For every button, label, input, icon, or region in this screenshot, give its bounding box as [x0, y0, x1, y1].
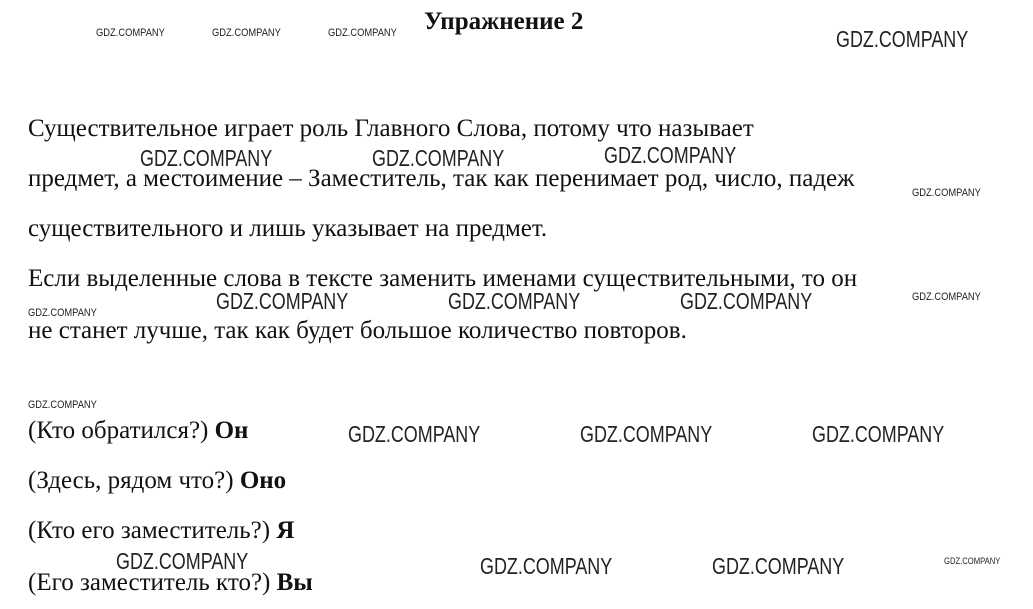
qa-answer: Вы	[276, 569, 313, 596]
watermark: GDZ.COMPANY	[604, 142, 737, 168]
exercise-title: Упражнение 2	[424, 8, 584, 35]
watermark: GDZ.COMPANY	[680, 288, 813, 314]
qa-line-2	[28, 468, 286, 493]
watermark: GDZ.COMPANY	[328, 27, 397, 39]
watermark: GDZ.COMPANY	[28, 307, 97, 319]
watermark: GDZ.COMPANY	[348, 421, 481, 447]
watermark: GDZ.COMPANY	[944, 556, 1001, 566]
qa-question: (Здесь, рядом что?)	[28, 467, 234, 494]
qa-question: (Его заместитель кто?)	[28, 569, 271, 596]
watermark: GDZ.COMPANY	[448, 288, 581, 314]
qa-question: (Кто его заместитель?)	[28, 517, 271, 544]
watermark: GDZ.COMPANY	[216, 288, 349, 314]
paragraph-line-4: Если выделенные слова в тексте заменить именами существительными, то он	[28, 265, 858, 292]
qa-answer: Он	[214, 417, 249, 444]
watermark: GDZ.COMPANY	[912, 291, 981, 303]
watermark: GDZ.COMPANY	[480, 553, 613, 579]
watermark: GDZ.COMPANY	[580, 421, 713, 447]
watermark: GDZ.COMPANY	[812, 421, 945, 447]
paragraph-line-1: Существительное играет роль Главного Слова, потому что называет	[28, 115, 754, 142]
watermark: GDZ.COMPANY	[836, 26, 969, 52]
watermark: GDZ.COMPANY	[28, 399, 97, 411]
watermark: GDZ.COMPANY	[212, 27, 281, 39]
qa-question: (Кто обратился?)	[28, 417, 209, 444]
watermark: GDZ.COMPANY	[116, 548, 249, 574]
paragraph-line-3: существительного и лишь указывает на предмет.	[28, 215, 548, 242]
qa-line-3	[28, 518, 294, 543]
qa-line-1	[28, 418, 248, 443]
qa-answer: Оно	[239, 467, 287, 494]
paragraph-line-2: предмет, а местоимение – Заместитель, так как перенимает род, число, падеж	[28, 165, 855, 192]
paragraph-line-5: не станет лучше, так как будет большое количество повторов.	[28, 317, 687, 344]
watermark: GDZ.COMPANY	[912, 187, 981, 199]
watermark: GDZ.COMPANY	[372, 145, 505, 171]
watermark: GDZ.COMPANY	[96, 27, 165, 39]
watermark: GDZ.COMPANY	[140, 145, 273, 171]
watermark: GDZ.COMPANY	[712, 553, 845, 579]
qa-answer: Я	[276, 517, 295, 544]
